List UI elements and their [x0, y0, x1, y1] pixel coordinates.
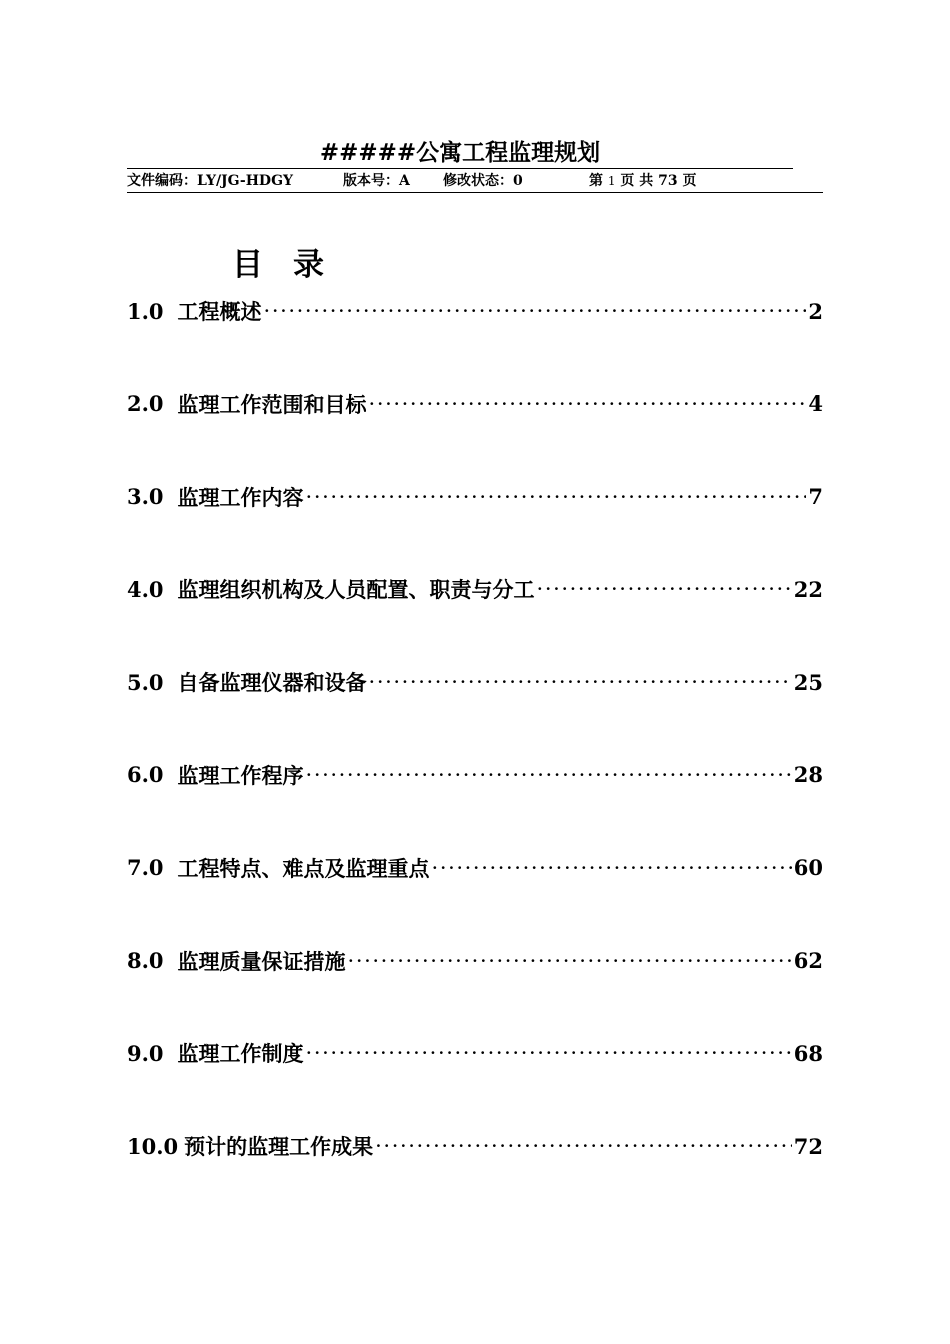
toc-entry-page: 7: [808, 484, 823, 510]
toc-entry-number: 3.0: [127, 484, 164, 510]
toc-leader-dots: [537, 574, 792, 604]
toc-leader-dots: [306, 1038, 792, 1068]
toc-entry-page: 4: [808, 391, 823, 417]
toc-entry-7[interactable]: [127, 853, 823, 883]
toc-entry-number: 1.0: [127, 298, 164, 324]
toc-leader-dots: [306, 760, 792, 790]
toc-entry-page: 62: [793, 948, 823, 974]
toc-entry-number: 2.0: [127, 391, 164, 417]
toc-entry-page: 72: [793, 1133, 823, 1159]
header-divider-bottom: [127, 192, 823, 193]
file-code: 文件编码：LY/JG-HDGY: [127, 173, 294, 189]
toc-entry-page: 68: [793, 1040, 823, 1066]
toc-leader-dots: [375, 1131, 792, 1161]
toc-entry-8[interactable]: [127, 946, 823, 976]
toc-entry-title: 自备监理仪器和设备: [177, 670, 367, 696]
toc-entry-1[interactable]: [127, 296, 823, 326]
toc-entry-title: 监理工作范围和目标: [177, 391, 367, 417]
toc-entry-2[interactable]: [127, 389, 823, 419]
toc-entry-page: 25: [793, 669, 823, 695]
toc-entry-number: 7.0: [127, 855, 164, 881]
toc-entry-6[interactable]: [127, 760, 823, 790]
toc-entry-title: 监理质量保证措施: [177, 948, 346, 974]
toc-entry-9[interactable]: [127, 1038, 823, 1068]
toc-entry-title: 监理工作内容: [177, 484, 304, 510]
toc-leader-dots: [348, 946, 792, 976]
toc-entry-number: 6.0: [127, 762, 164, 788]
toc-entry-number: 9.0: [127, 1040, 164, 1066]
page-prefix: 第: [589, 173, 603, 189]
toc-leader-dots: [264, 296, 807, 326]
toc-entry-number: 8.0: [127, 948, 164, 974]
toc-entry-title: 监理组织机构及人员配置、职责与分工: [177, 577, 535, 603]
toc-leader-dots: [306, 482, 807, 512]
toc-entry-5[interactable]: [127, 667, 823, 697]
document-title: #####公寓工程监理规划: [319, 139, 601, 166]
page-current: 1: [607, 174, 616, 188]
toc-entry-title: 工程特点、难点及监理重点: [177, 855, 430, 881]
toc-entry-page: 60: [793, 855, 823, 881]
toc-leader-dots: [369, 667, 792, 697]
toc-entry-number: 5.0: [127, 669, 164, 695]
toc-entry-page: 2: [808, 298, 823, 324]
toc-heading: 目录: [232, 247, 354, 283]
toc-leader-dots: [432, 853, 792, 883]
toc-entry-10[interactable]: [127, 1131, 823, 1161]
version-number: 版本号：A: [343, 173, 410, 189]
toc-entry-title: 监理工作程序: [177, 762, 304, 788]
page-suffix: 页 共 73 页: [620, 173, 697, 189]
toc-entry-page: 22: [793, 576, 823, 602]
header-divider-top: [127, 168, 793, 169]
toc-entry-number: 4.0: [127, 576, 164, 602]
revision-status: 修改状态：0: [443, 173, 523, 189]
toc-entry-title: 工程概述: [177, 299, 262, 324]
document-header-info: [127, 171, 697, 191]
toc-entry-title: 监理工作制度: [177, 1041, 304, 1067]
toc-entry-title: 预计的监理工作成果: [184, 1134, 374, 1160]
toc-entry-3[interactable]: [127, 482, 823, 512]
table-of-contents: [127, 296, 823, 1224]
page-number: [589, 171, 697, 191]
toc-entry-number: 10.0: [127, 1133, 179, 1159]
toc-leader-dots: [369, 389, 807, 419]
toc-entry-4[interactable]: [127, 574, 823, 604]
toc-entry-page: 28: [793, 762, 823, 788]
